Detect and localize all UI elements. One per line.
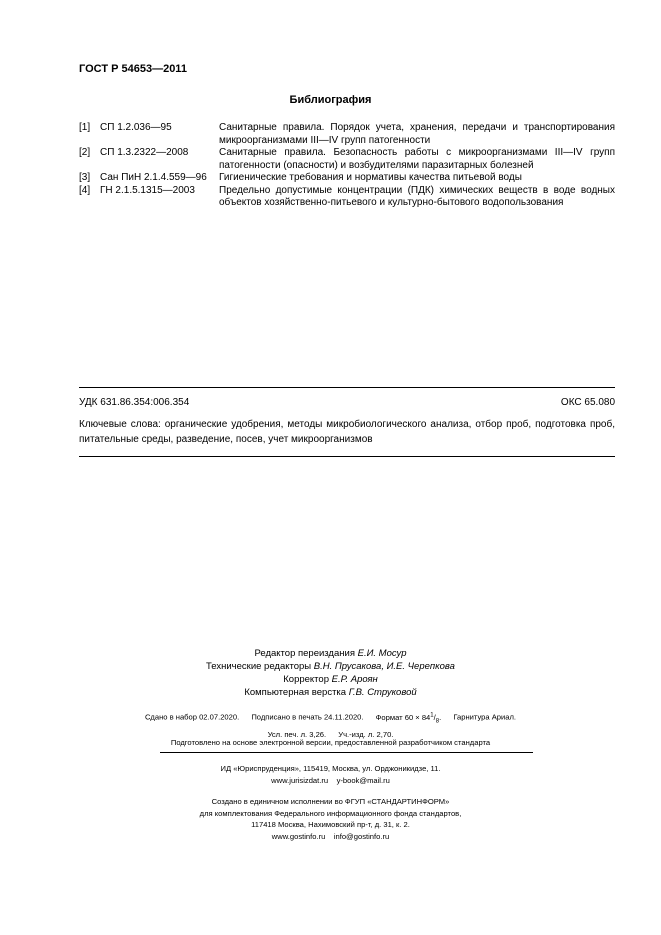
prepared-note: Подготовлено на основе электронной версии, предоставленной разработчиком стандарта (170, 738, 491, 747)
entry-number: [1] (79, 122, 91, 133)
document-code: ГОСТ Р 54653—2011 (79, 63, 187, 75)
printer-line-1: Создано в единичном исполнении во ФГУП «СТАНДАРТИНФОРМ» (211, 797, 450, 806)
tech-editors-line (0, 660, 661, 673)
footer-divider (160, 752, 533, 753)
print-sheets: Усл. печ. л. 3,26. (267, 730, 327, 740)
printer-line-2: для комплектования Федерального информационного фонда стандартов, (199, 808, 462, 818)
publisher-address: ИД «Юриспруденция», 115419, Москва, ул. Орджоникидзе, 11. (220, 764, 441, 773)
publisher-sheets: Уч.-изд. л. 2,70. (338, 730, 394, 740)
entry-code: Сан ПиН 2.1.4.559—96 (100, 172, 207, 183)
entry-code: ГН 2.1.5.1315—2003 (100, 184, 195, 196)
corrector-name: Е.Р. Ароян (331, 674, 378, 685)
entry-text: Предельно допустимые концентрации (ПДК) химических веществ в воде водных объектов хозяйственно-питьевого и культурно-бытового водопользования (219, 184, 615, 208)
bibliography-title: Библиография (289, 94, 372, 106)
top-divider (79, 387, 615, 388)
corrector-label: Корректор (283, 674, 329, 685)
entry-code: СП 1.3.2322—2008 (100, 147, 189, 158)
corrector-line (0, 673, 661, 686)
bibliography-entry (79, 172, 615, 185)
editor-name: Е.И. Мосур (357, 648, 407, 659)
bottom-divider (79, 456, 615, 457)
udk-code: УДК 631.86.354:006.354 (79, 397, 190, 408)
bibliography-entry (79, 147, 615, 172)
editor-label: Редактор переиздания (254, 648, 355, 659)
entry-number: [3] (79, 172, 91, 183)
bibliography-list (79, 122, 615, 210)
print-details (0, 709, 661, 741)
layout-label: Компьютерная верстка (244, 687, 347, 698)
entry-code: СП 1.2.036—95 (100, 122, 172, 133)
printer-email[interactable]: info@gostinfo.ru (333, 831, 390, 841)
tech-names: В.Н. Прусакова, И.Е. Черепкова (313, 661, 455, 672)
publisher-email[interactable]: y-book@mail.ru (336, 775, 390, 785)
tech-label: Технические редакторы (206, 661, 312, 672)
signed-date: Подписано в печать 24.11.2020. (251, 712, 364, 722)
entry-text: Санитарные правила. Порядок учета, хранения, передачи и транспортирования микроорганизмами III—IV групп патогенности (219, 122, 615, 146)
printer-contacts (0, 831, 661, 843)
staff-credits (0, 647, 661, 699)
entry-number: [2] (79, 147, 91, 158)
printer-info (0, 796, 661, 842)
bibliography-entry (79, 185, 615, 210)
oks-code: ОКС 65.080 (560, 397, 615, 408)
typeset-date: Сдано в набор 02.07.2020. (144, 712, 240, 722)
layout-line (0, 686, 661, 699)
print-line-1 (0, 709, 661, 728)
format: Формат $60 \times 84^1/_8$. (375, 712, 442, 725)
publisher-contacts (0, 775, 661, 787)
printer-line-3: 117418 Москва, Нахимовский пр-т, д. 31, к. 2. (251, 820, 410, 829)
printer-website[interactable]: www.gostinfo.ru (271, 831, 326, 841)
editor-line (0, 647, 661, 660)
layout-name: Г.В. Струковой (348, 687, 417, 698)
typeface: Гарнитура Ариал. (453, 712, 517, 722)
entry-text: Гигиенические требования и нормативы качества питьевой воды (219, 172, 522, 183)
bibliography-entry (79, 122, 615, 147)
entry-text: Санитарные правила. Безопасность работы с микроорганизмами III—IV групп патогенности (опасности) и возбудителями паразитарных болезней (219, 147, 615, 171)
publisher-website[interactable]: www.jurisizdat.ru (271, 775, 329, 785)
publisher-info (0, 763, 661, 786)
entry-number: [4] (79, 184, 91, 196)
keywords: Ключевые слова: органические удобрения, методы микробиологического анализа, отбор проб, подготовка проб, питательные среды, разведение, посев, учет микроорганизмов (79, 419, 615, 445)
